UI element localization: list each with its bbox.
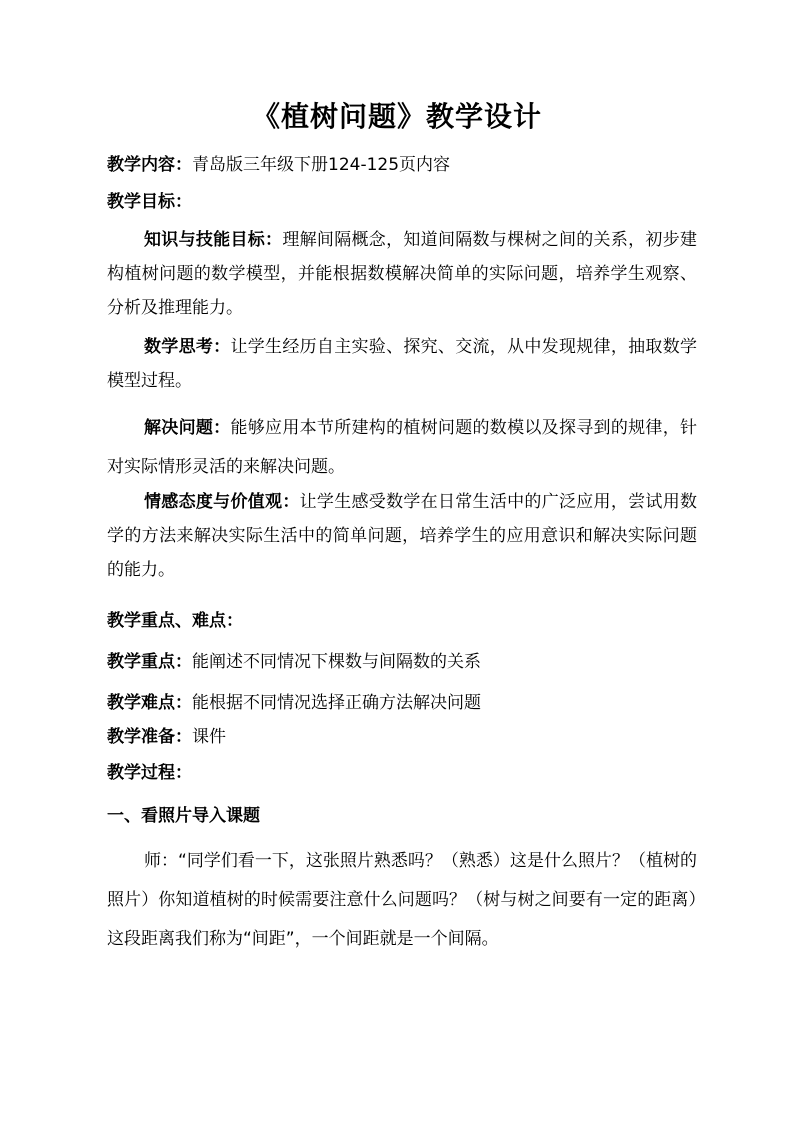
- objective-knowledge-text: 理解间隔概念，知道间隔数与棵树之间的关系，初步建构植树问题的数学模型，并能根据数模解决简单的实际问题，培养学生观察、分析及推理能力。: [107, 230, 698, 318]
- process-heading: 教学过程：: [107, 763, 192, 783]
- objective-problem-solving-label: 解决问题：: [144, 418, 231, 438]
- objective-problem-solving-text: 能够应用本节所建构的植树问题的数模以及探寻到的规律，针对实际情形灵活的来解决问题。: [107, 418, 698, 477]
- preparation-text: 课件: [192, 727, 226, 747]
- section1-heading: 一、看照片导入课题: [107, 806, 260, 826]
- objective-thinking-text: 让学生经历自主实验、探究、交流，从中发现规律，抽取数学模型过程。: [107, 337, 698, 391]
- teaching-content-text: 青岛版三年级下册124-125页内容: [192, 155, 451, 175]
- objective-knowledge: [107, 223, 697, 325]
- difficulty-label: 教学难点：: [107, 693, 192, 713]
- objective-attitude-label: 情感态度与价值观：: [144, 492, 300, 512]
- difficulty-line: [107, 691, 697, 715]
- objective-attitude-text: 让学生感受数学在日常生活中的广泛应用，尝试用数学的方法来解决实际生活中的简单问题，培养学生的应用意识和解决实际问题的能力。: [107, 492, 698, 580]
- objective-knowledge-label: 知识与技能目标：: [144, 230, 283, 250]
- objective-problem-solving: [107, 409, 697, 487]
- difficulty-text: 能根据不同情况选择正确方法解决问题: [192, 693, 481, 713]
- objective-thinking: [107, 330, 697, 398]
- objective-thinking-label: 数学思考：: [144, 337, 231, 357]
- keypoint-text: 能阐述不同情况下棵数与间隔数的关系: [192, 652, 481, 672]
- document-title: 《植树问题》教学设计: [251, 100, 542, 133]
- objectives-heading: 教学目标：: [107, 192, 192, 212]
- preparation-label: 教学准备：: [107, 727, 192, 747]
- section1-paragraph: 师：“同学们看一下，这张照片熟悉吗？（熟悉）这是什么照片？（植树的照片）你知道植树的时候需要注意什么问题吗？（树与树之间要有一定的距离）这段距离我们称为“间距”，一个间距就是一个间隔。: [107, 851, 697, 949]
- keypoint-line: [107, 650, 697, 674]
- objective-attitude: [107, 485, 697, 587]
- teaching-content-label: 教学内容：: [107, 155, 192, 175]
- keypoints-heading: 教学重点、难点：: [107, 611, 243, 631]
- keypoint-label: 教学重点：: [107, 652, 192, 672]
- teaching-content-line: [107, 153, 697, 177]
- preparation-line: [107, 725, 697, 749]
